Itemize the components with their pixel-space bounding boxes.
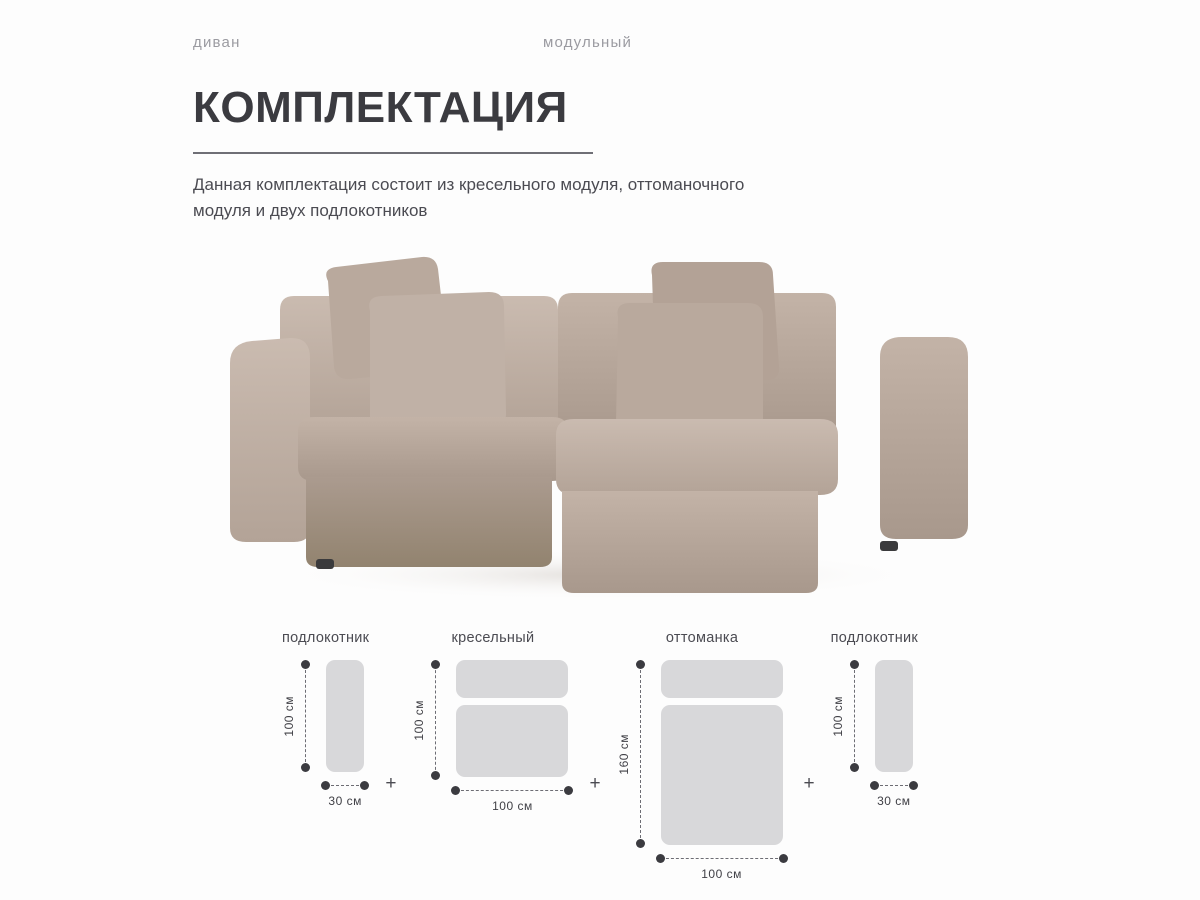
module-armrest-right <box>831 630 918 808</box>
module-title: кресельный <box>451 630 535 646</box>
base-chair <box>306 477 552 567</box>
page-title: КОМПЛЕКТАЦИЯ <box>193 83 568 132</box>
module-ottoman <box>617 630 788 881</box>
dimension-dot <box>431 771 440 780</box>
dimension-dot <box>636 839 645 848</box>
page-header <box>193 34 1093 240</box>
dimension-dot <box>431 660 440 669</box>
dimension-dot <box>301 763 310 772</box>
module-shapes <box>456 660 568 777</box>
dimension-dot <box>321 781 330 790</box>
breadcrumb-item-type: диван <box>193 34 241 51</box>
width-label: 100 см <box>701 867 742 881</box>
height-dimension <box>412 660 441 780</box>
module-shape <box>875 660 913 772</box>
width-label: 100 см <box>492 799 533 813</box>
module-armrest-left <box>282 630 369 808</box>
breadcrumb-item-variant: модульный <box>543 34 633 51</box>
module-breakdown <box>0 630 1200 881</box>
breadcrumb <box>193 34 1093 51</box>
foot-right <box>880 541 898 551</box>
seat-cushion-ottoman <box>556 419 838 495</box>
dimension-dot <box>779 854 788 863</box>
width-dimension <box>656 853 788 881</box>
pillow-front-right <box>616 303 763 437</box>
height-label: 160 см <box>616 733 631 775</box>
width-dimension <box>451 785 573 813</box>
module-shapes <box>326 660 364 772</box>
pillow-front-left <box>369 292 506 431</box>
module-title: подлокотник <box>830 630 919 646</box>
height-dimension <box>831 660 860 772</box>
height-label: 100 см <box>412 699 427 741</box>
height-label: 100 см <box>830 695 845 737</box>
width-label: 30 см <box>328 794 362 808</box>
height-dimension <box>617 660 646 848</box>
base-ottoman <box>562 491 818 593</box>
seat-cushion-chair <box>298 417 568 481</box>
width-dimension <box>321 780 369 808</box>
dimension-dot <box>301 660 310 669</box>
dimension-dot <box>656 854 665 863</box>
module-shape <box>456 705 568 777</box>
module-shape <box>661 705 783 845</box>
dimension-dot <box>909 781 918 790</box>
height-label: 100 см <box>282 695 297 737</box>
module-shapes <box>875 660 913 772</box>
module-shapes <box>661 660 783 845</box>
armrest-right <box>880 337 968 539</box>
module-title: оттоманка <box>665 630 739 646</box>
separator-plus: + <box>589 772 601 794</box>
separator-plus: + <box>385 772 397 794</box>
dimension-dot <box>850 660 859 669</box>
dimension-dot <box>451 786 460 795</box>
dimension-dot <box>360 781 369 790</box>
page-subtitle: Данная комплектация состоит из кресельного модуля, оттоманочного модуля и двух подлокотников <box>193 175 745 220</box>
module-shape <box>661 660 783 698</box>
dimension-dot <box>870 781 879 790</box>
sofa-illustration <box>0 245 1200 625</box>
dimension-dot <box>564 786 573 795</box>
module-title: подлокотник <box>281 630 370 646</box>
module-shape <box>456 660 568 698</box>
dimension-dot <box>850 763 859 772</box>
foot-left <box>316 559 334 569</box>
sofa-svg <box>220 245 980 605</box>
height-dimension <box>282 660 311 772</box>
module-shape <box>326 660 364 772</box>
width-label: 30 см <box>877 794 911 808</box>
module-chair <box>412 630 573 813</box>
width-dimension <box>870 780 918 808</box>
separator-plus: + <box>803 772 815 794</box>
dimension-dot <box>636 660 645 669</box>
title-divider <box>193 152 593 154</box>
